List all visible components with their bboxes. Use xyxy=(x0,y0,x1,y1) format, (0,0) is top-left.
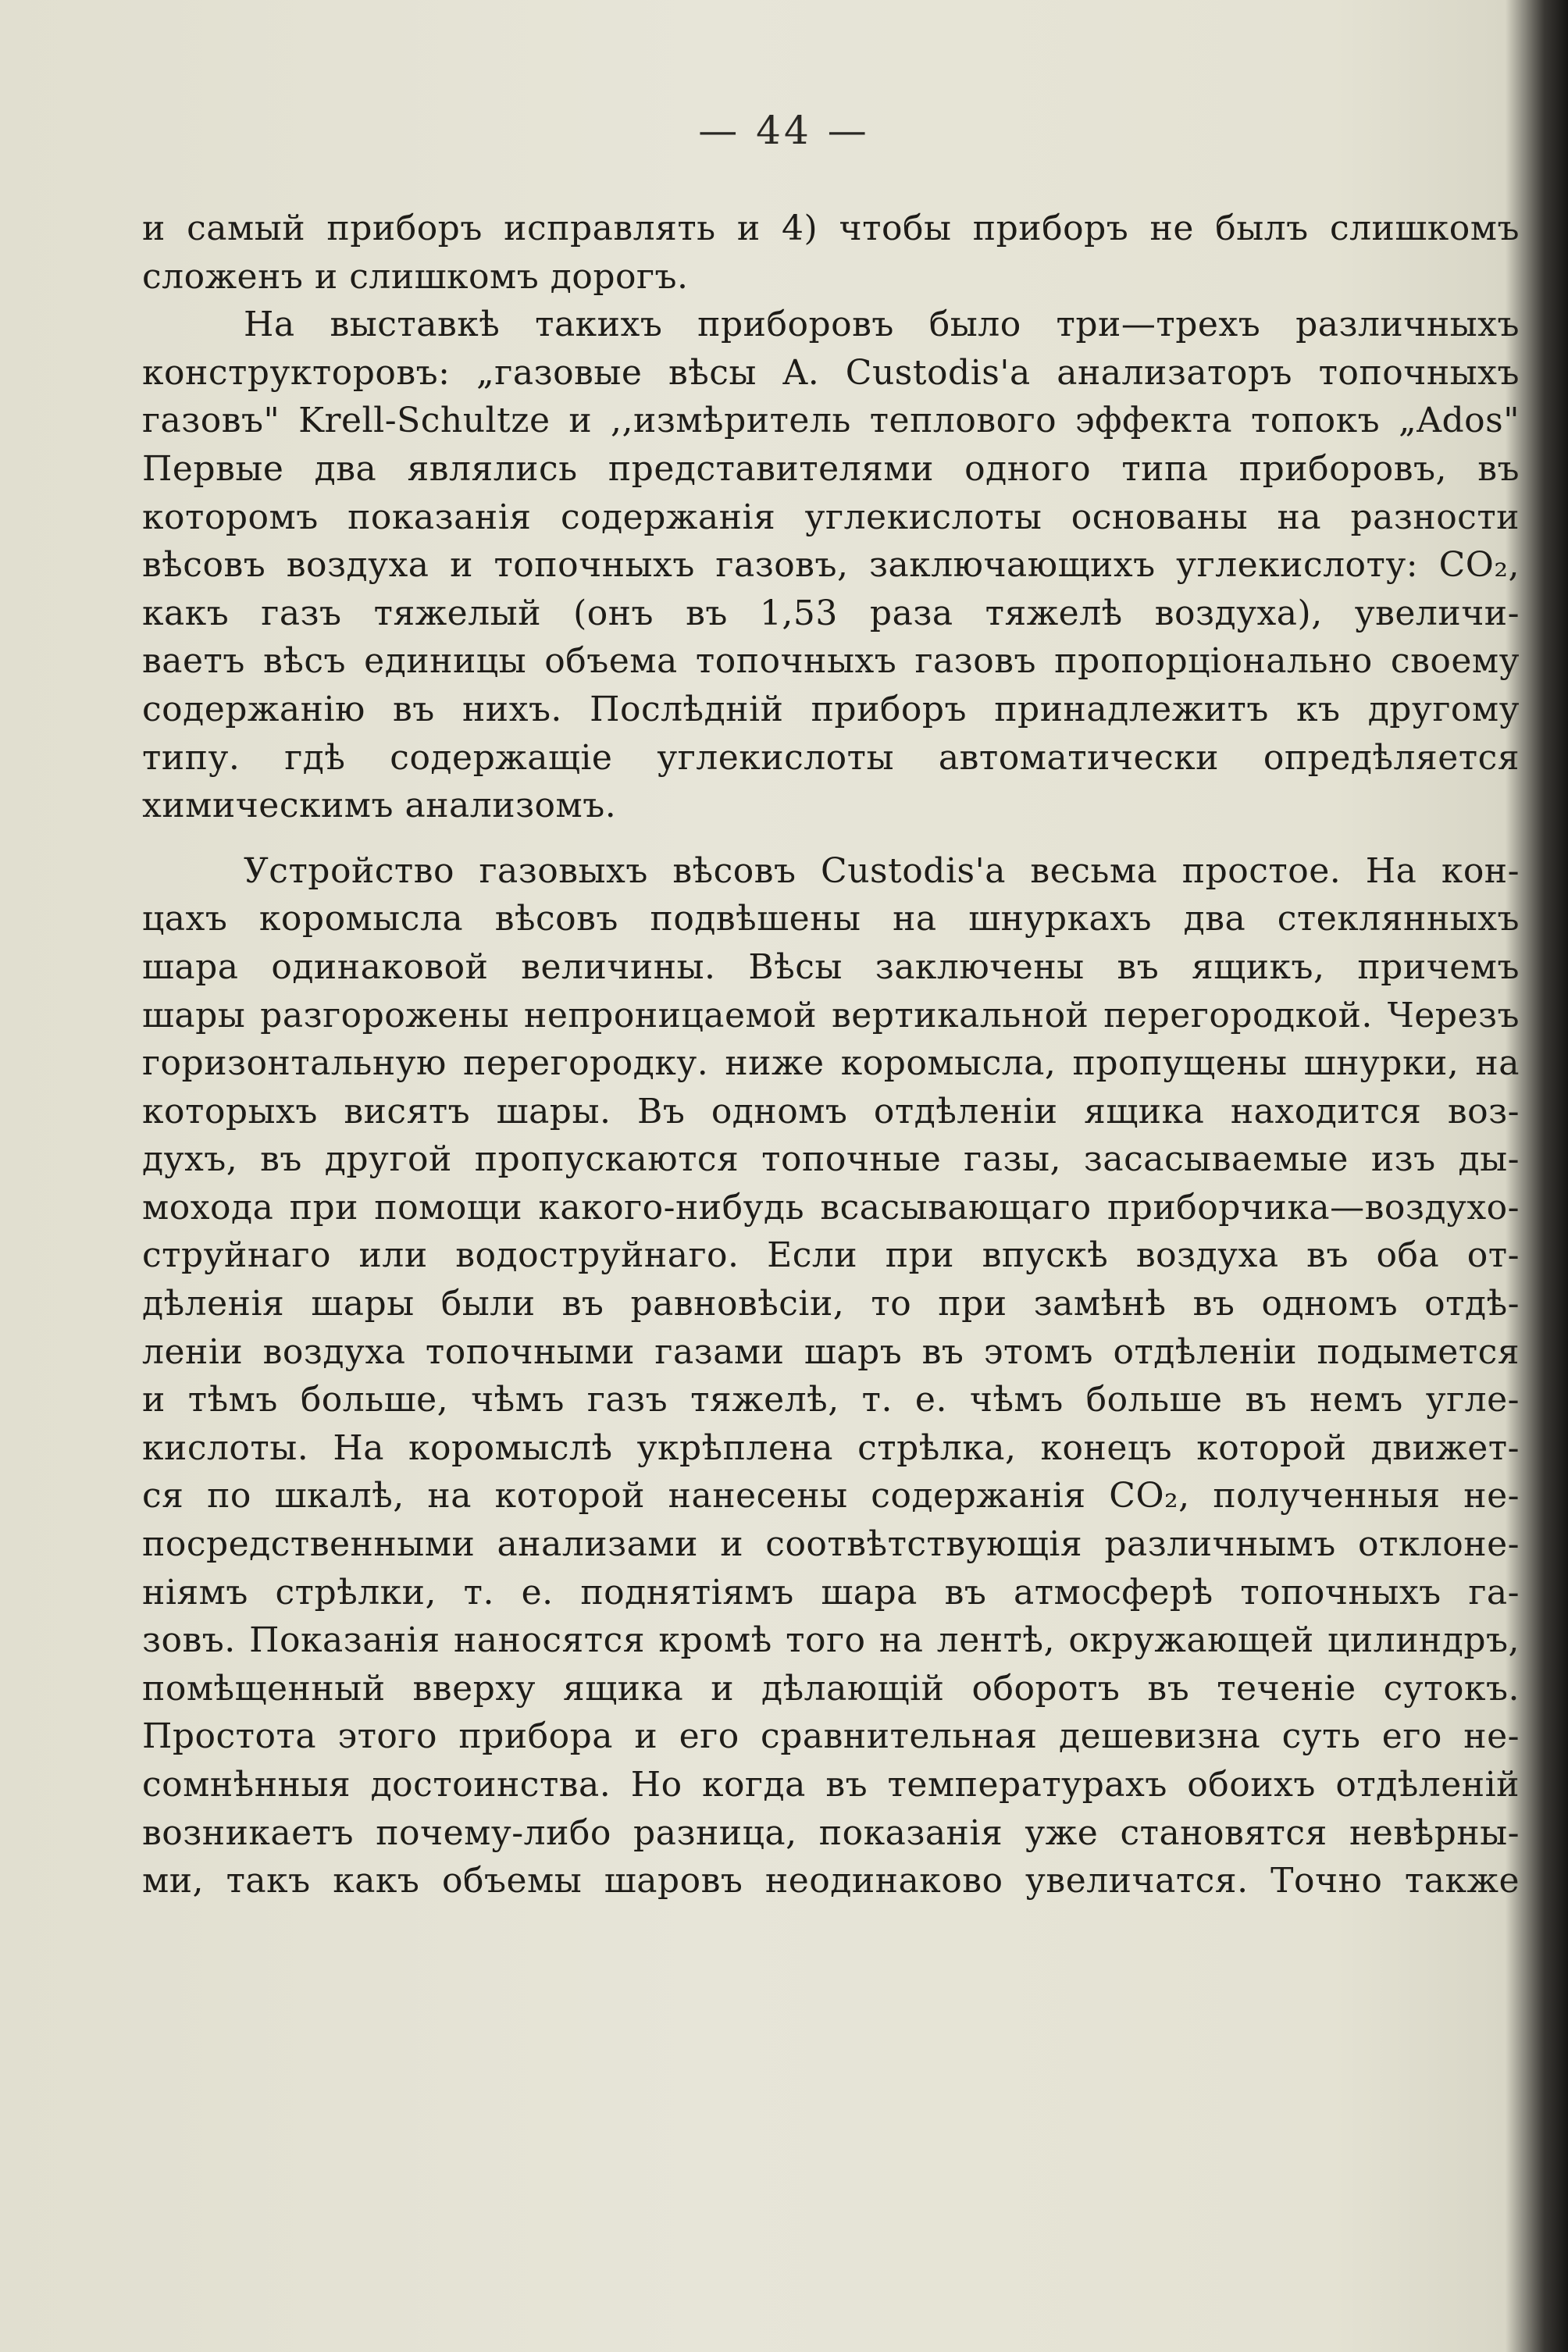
text-line: и самый приборъ исправлять и 4) чтобы приборъ не былъ слишкомъ xyxy=(142,208,1520,248)
text-line: кислоты. На коромыслѣ укрѣплена стрѣлка, конецъ которой движет- xyxy=(142,1427,1520,1468)
text-line: газовъ" Krell-Schultze и ,,измѣритель теплового эффекта топокъ „Ados" xyxy=(142,401,1520,441)
text-line: и тѣмъ больше, чѣмъ газъ тяжелѣ, т. е. чѣмъ больше въ немъ угле- xyxy=(142,1380,1520,1420)
text-line: струйнаго или водоструйнаго. Если при впускѣ воздуха въ оба от- xyxy=(142,1235,1520,1276)
text-line: Простота этого прибора и его сравнительная дешевизна суть его не- xyxy=(142,1716,1520,1757)
text-line: ми, такъ какъ объемы шаровъ неодинаково увеличатся. Точно также xyxy=(142,1861,1520,1901)
text-line: цахъ коромысла вѣсовъ подвѣшены на шнуркахъ два стеклянныхъ xyxy=(142,899,1520,939)
text-line: духъ, въ другой пропускаются топочные газы, засасываемые изъ ды- xyxy=(142,1139,1520,1180)
text-line: ваетъ вѣсъ единицы объема топочныхъ газовъ пропорціонально своему xyxy=(142,641,1520,682)
text-line: ся по шкалѣ, на которой нанесены содержанія CO₂, полученныя не- xyxy=(142,1476,1520,1516)
text-line: возникаетъ почему-либо разница, показанія уже становятся невѣрны- xyxy=(142,1812,1520,1853)
text-line: которыхъ висятъ шары. Въ одномъ отдѣленіи ящика находится воз- xyxy=(142,1091,1520,1131)
paragraph-2 xyxy=(142,301,1520,830)
text-line: вѣсовъ воздуха и топочныхъ газовъ, заключающихъ углекислоту: CO₂, xyxy=(142,545,1520,586)
text-line: зовъ. Показанія наносятся кромѣ того на лентѣ, окружающей цилиндръ, xyxy=(142,1620,1520,1661)
text-line: горизонтальную перегородку. ниже коромысла, пропущены шнурки, на xyxy=(142,1043,1520,1084)
text-line: содержанію въ нихъ. Послѣдній приборъ принадлежитъ къ другому xyxy=(142,689,1520,729)
text-line: которомъ показанія содержанія углекислоты основаны на разности xyxy=(142,497,1520,537)
text-line: Первые два являлись представителями одного типа приборовъ, въ xyxy=(142,448,1520,489)
text-line: посредственными анализами и соотвѣтствующія различнымъ отклоне- xyxy=(142,1524,1520,1565)
text-line: дѣленія шары были въ равновѣсіи, то при замѣнѣ въ одномъ отдѣ- xyxy=(142,1284,1520,1324)
text-line: ніямъ стрѣлки, т. е. поднятіямъ шара въ атмосферѣ топочныхъ га- xyxy=(142,1572,1520,1613)
text-line: помѣщенный вверху ящика и дѣлающій оборотъ въ теченіе сутокъ. xyxy=(142,1668,1520,1709)
text-line: сложенъ и слишкомъ дорогъ. xyxy=(142,256,689,297)
paragraph-3 xyxy=(142,847,1520,1905)
text-line: шары разгорожены непроницаемой вертикальной перегородкой. Черезъ xyxy=(142,995,1520,1035)
text-line: леніи воздуха топочными газами шаръ въ этомъ отдѣленіи подымется xyxy=(142,1331,1520,1372)
text-line: типу. гдѣ содержащіе углекислоты автоматически опредѣляется xyxy=(142,737,1520,778)
page-number: — 44 — xyxy=(698,108,870,153)
text-line: конструкторовъ: „газовые вѣсы A. Custodis'a анализаторъ топочныхъ xyxy=(142,352,1520,393)
text-line: какъ газъ тяжелый (онъ въ 1,53 раза тяжелѣ воздуха), увеличи- xyxy=(142,593,1520,633)
body-text xyxy=(142,205,1520,1905)
text-line: сомнѣнныя достоинства. Но когда въ температурахъ обоихъ отдѣленій xyxy=(142,1765,1520,1805)
paragraph-1 xyxy=(142,205,1520,301)
text-line: На выставкѣ такихъ приборовъ было три—трехъ различныхъ xyxy=(244,305,1520,345)
text-line: Устройство газовыхъ вѣсовъ Custodis'a весьма простое. На кон- xyxy=(244,850,1520,891)
text-line: мохода при помощи какого-нибудь всасывающаго приборчика—воздухо- xyxy=(142,1187,1520,1228)
text-line: шара одинаковой величины. Вѣсы заключены въ ящикъ, причемъ xyxy=(142,946,1520,987)
text-line: химическимъ анализомъ. xyxy=(142,786,617,826)
